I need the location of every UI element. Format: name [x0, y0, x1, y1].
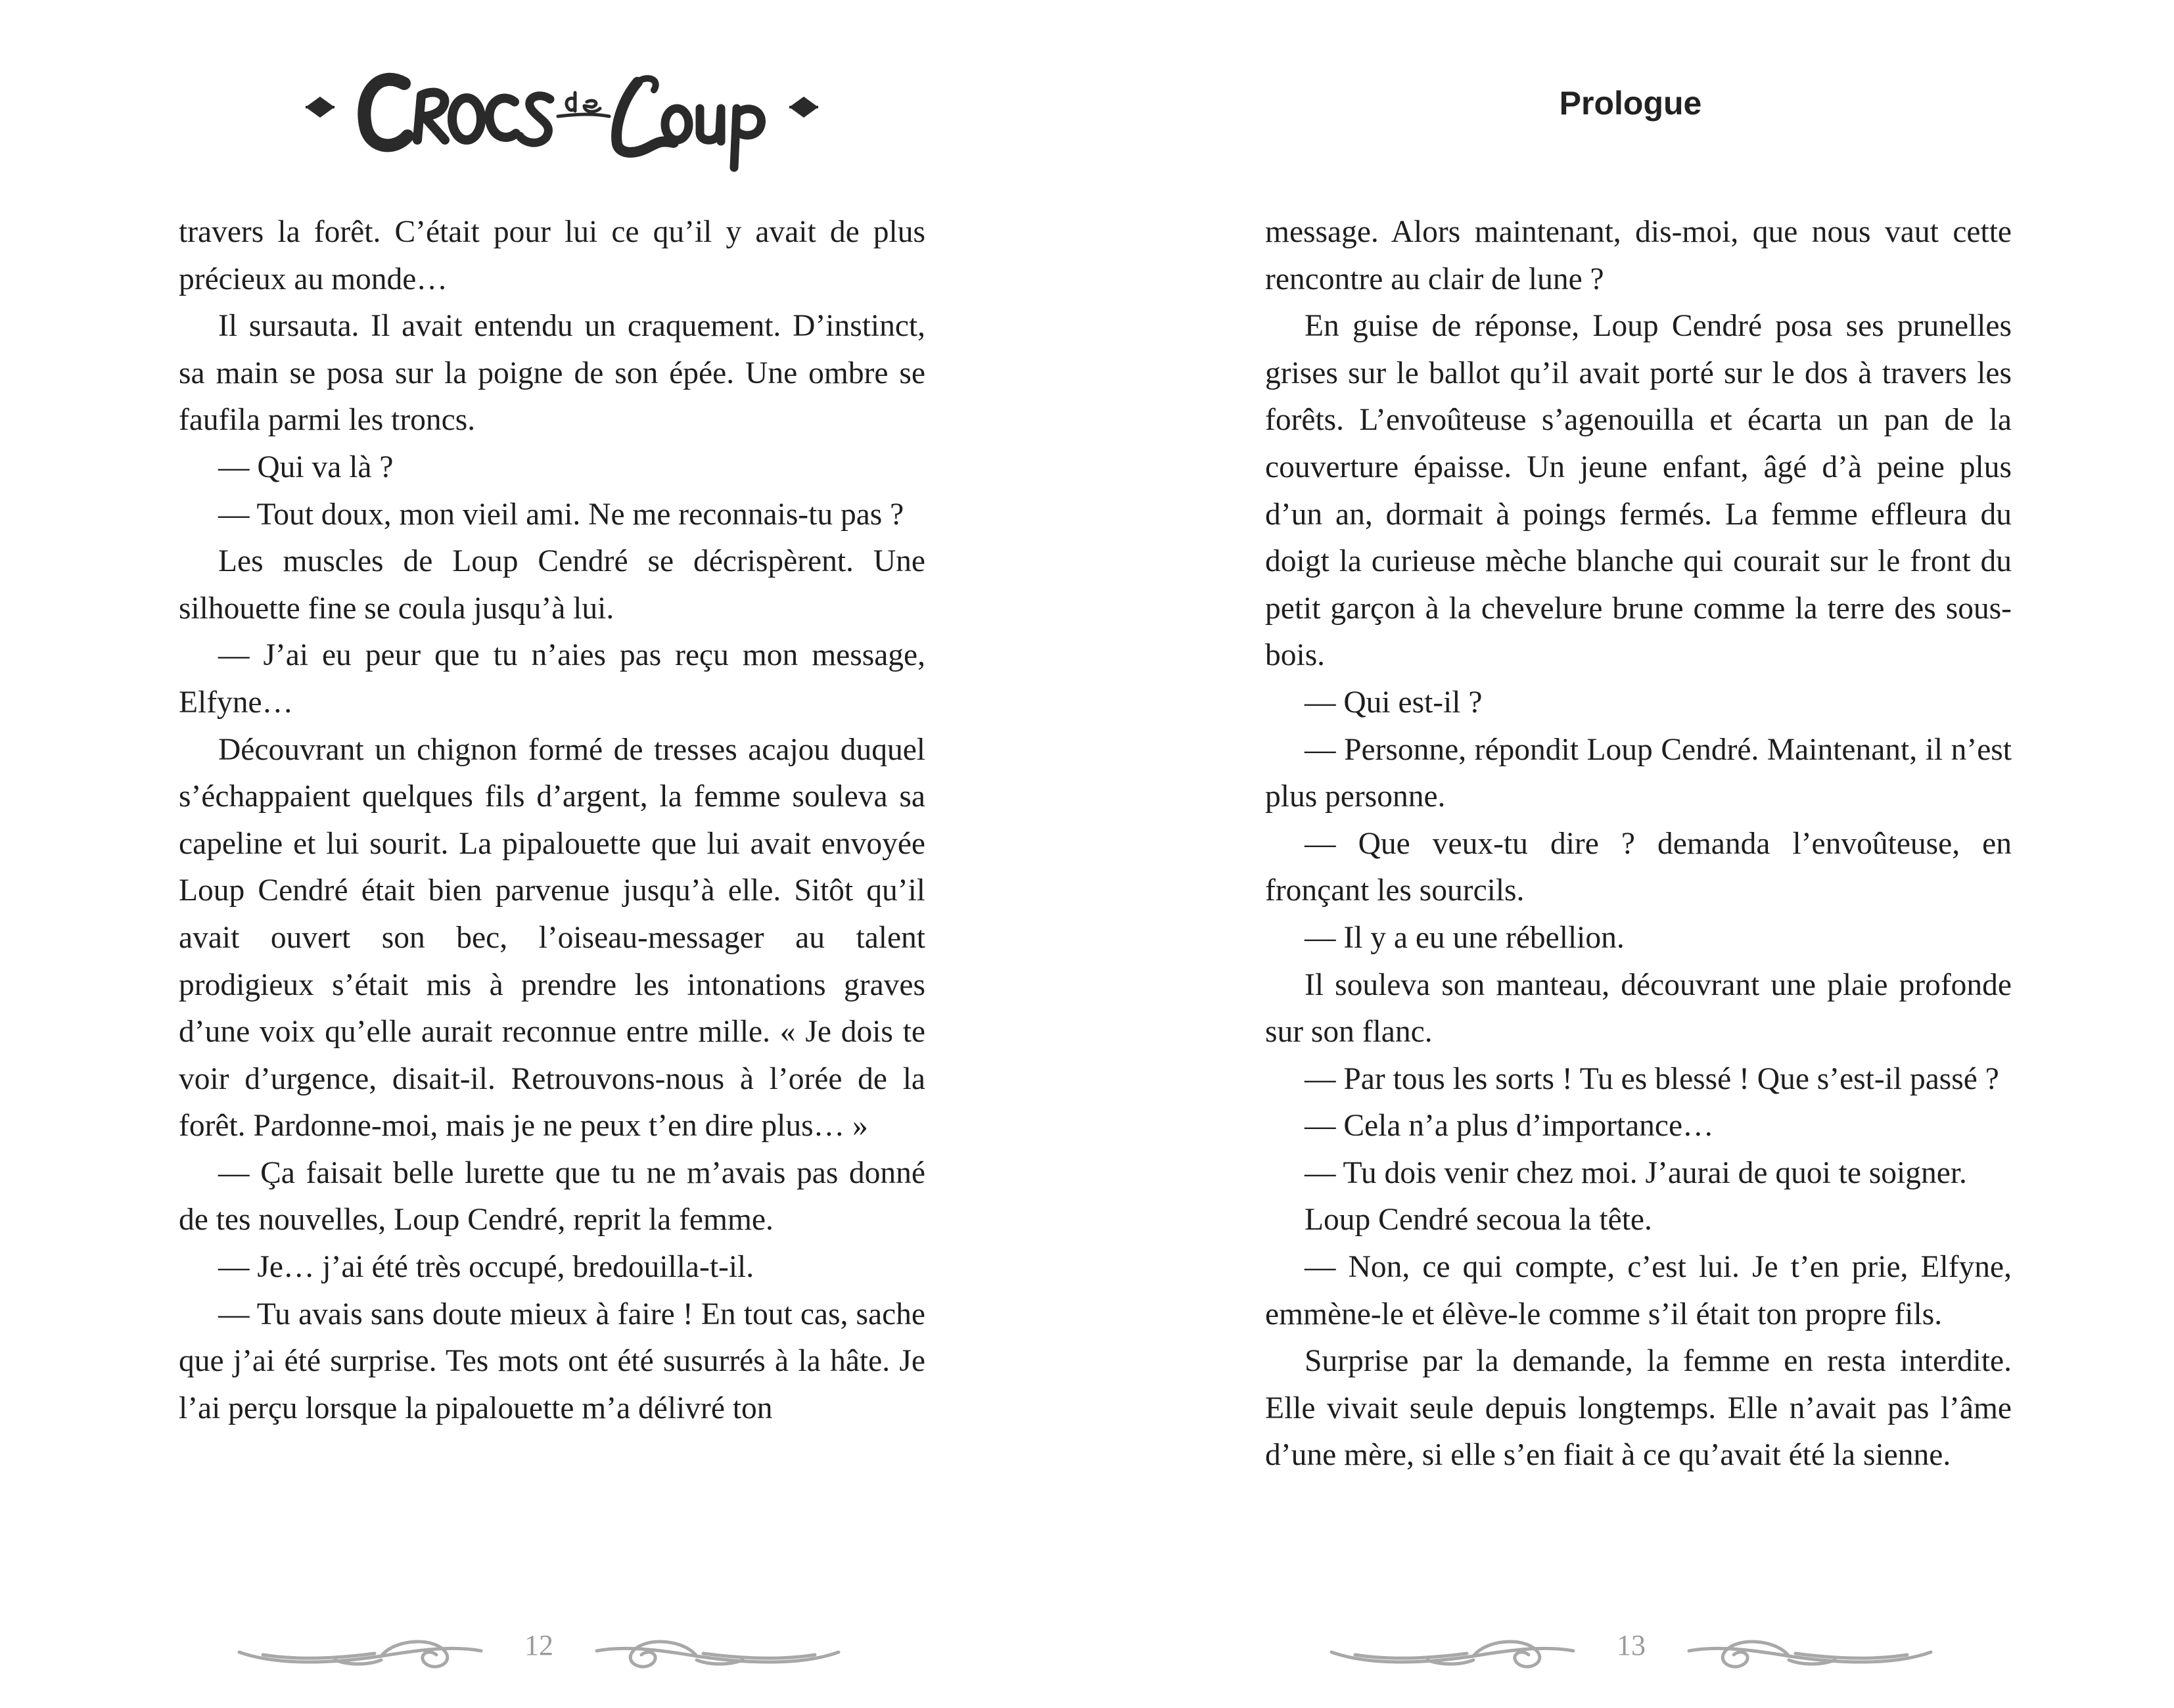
paragraph: — Il y a eu une rébellion. [1305, 920, 1625, 955]
chapter-title: Prologue [1559, 85, 1702, 122]
series-logo [306, 56, 818, 174]
paragraph: — Tout doux, mon vieil ami. Ne me reconnais-tu pas ? [218, 497, 904, 532]
paragraph: — Que veux-tu dire ? demanda l’envoûteuse, en fronçant les sourcils. [1265, 826, 2012, 908]
paragraph: travers la forêt. C’était pour lui ce qu’il y avait de plus précieux au monde… [179, 215, 925, 296]
paragraph: — Tu dois venir chez moi. J’aurai de quoi te soigner. [1305, 1155, 1967, 1190]
paragraph: message. Alors maintenant, dis-moi, que nous vaut cette rencontre au clair de lune ? [1265, 215, 2012, 296]
right-body-text [1265, 209, 2012, 1479]
left-footer [237, 1617, 841, 1682]
paragraph: En guise de réponse, Loup Cendré posa ses prunelles grises sur le ballot qu’il avait porté sur le dos à travers les forêts. L’envoûteuse s’agenouilla et écarta un pan de la couverture épaisse. Un jeune enfant, âgé d’à peine plus d’un an, dormait à poings fermés. La femme effleura du doigt la curieuse mèche blanche qui courait sur le front du petit garçon à la chevelure brune comme la terre des sous-bois. [1265, 309, 2012, 673]
paragraph: — Tu avais sans doute mieux à faire ! En tout cas, sache que j’ai été surprise. Tes mots ont été susurrés à la hâte. Je l’ai perçu lorsque la pipalouette m’a délivré ton [179, 1297, 925, 1425]
paragraph: Les muscles de Loup Cendré se décrispèrent. Une silhouette fine se coula jusqu’à lui. [179, 544, 925, 626]
paragraph: Il sursauta. Il avait entendu un craquement. D’instinct, sa main se posa sur la poigne de son épée. Une ombre se faufila parmi les troncs. [179, 309, 925, 438]
paragraph: — Qui est-il ? [1305, 685, 1483, 720]
page-number: 12 [524, 1629, 553, 1661]
paragraph: — Qui va là ? [218, 450, 394, 484]
crocs-de-loup-logo-icon [306, 56, 818, 174]
paragraph: Il souleva son manteau, découvrant une plaie profonde sur son flanc. [1265, 967, 2012, 1050]
paragraph: — Non, ce qui compte, c’est lui. Je t’en prie, Elfyne, emmène-le et élève-le comme s’il était ton propre fils. [1265, 1250, 2012, 1331]
left-body-text [179, 209, 925, 1432]
paragraph: Surprise par la demande, la femme en resta interdite. Elle vivait seule depuis longtemps. Elle n’avait pas l’âme d’une mère, si elle s’en fiait à ce qu’avait été la sienne. [1265, 1344, 2012, 1473]
paragraph: Découvrant un chignon formé de tresses acajou duquel s’échappaient quelques fils d’argent, la femme souleva sa capeline et lui sourit. La pipalouette que lui avait envoyée Loup Cendré était bien parvenue jusqu’à elle. Sitôt qu’il avait ouvert son bec, l’oiseau-messager au talent prodigieux s’était mis à prendre les intonations graves d’une voix qu’elle aurait reconnue entre mille. « Je dois te voir d’urgence, disait-il. Retrouvons-nous à l’orée de la forêt. Pardonne-moi, mais je ne peux t’en dire plus… » [179, 732, 925, 1143]
paragraph: — Personne, répondit Loup Cendré. Maintenant, il n’est plus personne. [1265, 732, 2012, 814]
paragraph: — Par tous les sorts ! Tu es blessé ! Que s’est-il passé ? [1305, 1061, 1999, 1096]
footer-flourish-icon [591, 1626, 841, 1678]
paragraph: — Cela n’a plus d’importance… [1305, 1109, 1714, 1143]
paragraph: Loup Cendré secoua la tête. [1305, 1203, 1652, 1237]
right-footer [1329, 1617, 1933, 1682]
paragraph: — Ça faisait belle lurette que tu ne m’avais pas donné de tes nouvelles, Loup Cendré, reprit la femme. [179, 1155, 925, 1237]
paragraph: — Je… j’ai été très occupé, bredouilla-t-il. [218, 1250, 754, 1285]
paragraph: — J’ai eu peur que tu n’aies pas reçu mon message, Elfyne… [179, 638, 925, 720]
page-number: 13 [1617, 1629, 1646, 1661]
footer-flourish-icon [1684, 1626, 1933, 1678]
right-page [1087, 0, 2174, 1708]
